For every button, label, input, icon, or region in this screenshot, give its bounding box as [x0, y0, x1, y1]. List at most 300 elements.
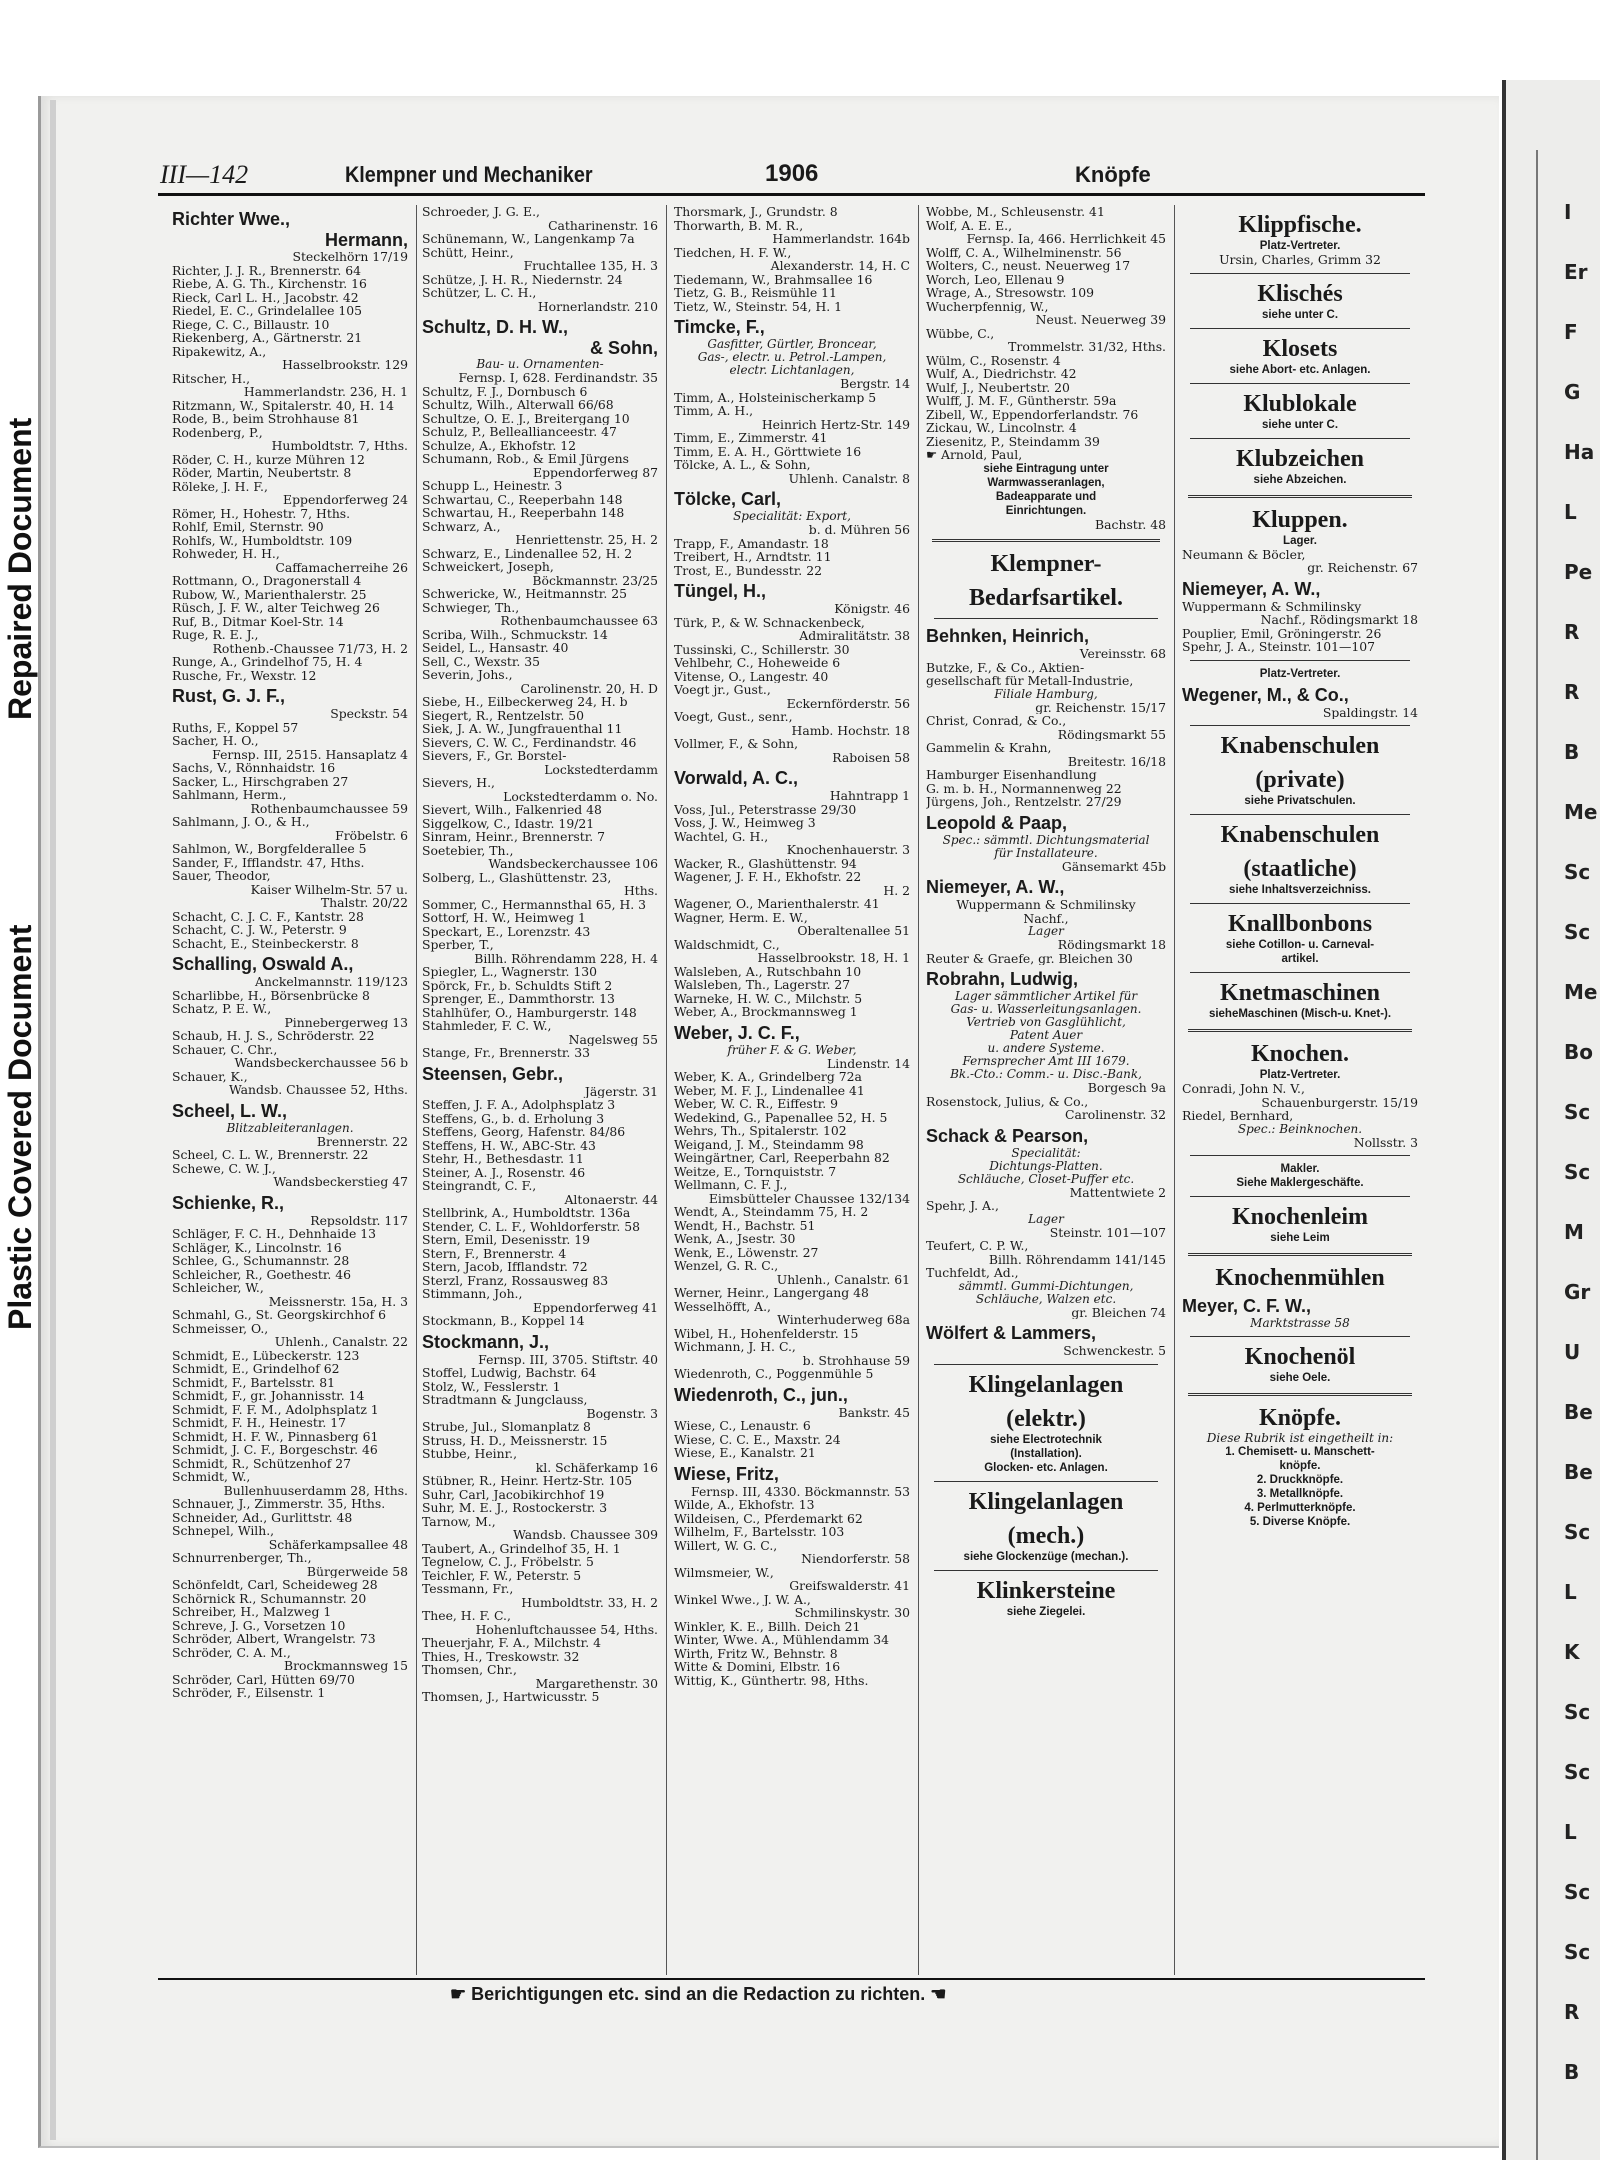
listing-entry: Uhlenh., Canalstr. 22	[274, 1335, 408, 1349]
listing-entry: Schläger, F. C. H., Dehnhaide 13	[172, 1227, 377, 1241]
listing-entry: Gammelin & Krahn,	[926, 741, 1052, 755]
pointing-hand-icon: ☚	[930, 1984, 947, 2004]
listing-entry: Wichmann, J. H. C.,	[674, 1340, 796, 1354]
listing-entry: Fernsp. Ia, 466. Herrlichkeit 45	[966, 232, 1166, 246]
listing-entry: Weber, A., Brockmannsweg 1	[674, 1005, 858, 1019]
listing-entry: Teichler, F. W., Peterstr. 5	[422, 1568, 582, 1582]
listing-entry: b. d. Mühren 56	[808, 523, 910, 537]
listing-entry: Greifswalderstr. 41	[789, 1579, 910, 1593]
listing-entry: Sommer, C., Hermannsthal 65, H. 3	[422, 897, 647, 911]
listing-entry: siehe Glockenzüge (mechan.).	[963, 1550, 1129, 1563]
listing-entry: Schütze, J. H. R., Niedernstr. 24	[422, 272, 623, 286]
listing-entry: Schröder, C. A. M.,	[172, 1645, 291, 1659]
listing-entry: Mattentwiete 2	[1069, 1185, 1166, 1199]
listing-entry: Steckelhörn 17/19	[292, 250, 408, 264]
listing-entry: Wiedenroth, C., Poggenmühle 5	[674, 1367, 874, 1381]
listing-entry: Wesselhöfft, A.,	[674, 1299, 771, 1313]
listing-entry: Waldschmidt, C.,	[674, 937, 780, 951]
listing-entry: Schwarz, A.,	[422, 519, 501, 533]
listing-entry: Schnurrenberger, Th.,	[172, 1551, 312, 1565]
listing-entry: Wildeisen, C., Pferdemarkt 62	[674, 1511, 863, 1525]
section-rule	[1188, 495, 1412, 498]
listing-entry: kl. Schäferkamp 16	[535, 1460, 658, 1474]
listing-entry: Schaub, H. J. S., Schröderstr. 22	[172, 1029, 375, 1043]
listing-entry: Rusche, Fr., Wexstr. 12	[172, 668, 317, 682]
listing-entry: siehe unter C.	[1261, 418, 1339, 431]
listing-entry: Wehrs, Th., Spitalerstr. 102	[674, 1124, 847, 1138]
listing-entry: Diese Rubrik ist eingetheilt in:	[1206, 1431, 1394, 1445]
section-rule	[1190, 328, 1410, 329]
category-heading: Knallbonbons	[1227, 911, 1373, 937]
listing-entry: Thee, H. F. C.,	[422, 1609, 511, 1623]
adjacent-page-fragment: Sc	[1564, 1160, 1591, 1184]
listing-entry: Sievers, H.,	[422, 776, 495, 790]
listing-entry: Stahmleder, F. C. W.,	[422, 1019, 552, 1033]
category-heading: (private)	[1255, 767, 1345, 793]
listing-entry: Ziesenitz, P., Steindamm 39	[926, 434, 1100, 448]
column-3	[674, 205, 910, 1975]
category-heading: Knabenschulen	[1220, 822, 1380, 848]
listing-entry: Oberaltenallee 51	[797, 924, 910, 938]
listing-entry: Wolters, C., neust. Neuerweg 17	[926, 259, 1131, 273]
listing-entry: Fernsp. III, 4330. Böckmannstr. 53	[691, 1484, 910, 1498]
listing-entry: Thomsen, J., Hartwicusstr. 5	[422, 1690, 600, 1704]
listing-entry: Bankstr. 45	[838, 1405, 910, 1419]
listing-entry: Spiegler, L., Wagnerstr. 130	[422, 965, 598, 979]
column-divider	[416, 205, 417, 1975]
listing-entry: Sacker, L., Hirschgraben 27	[172, 774, 349, 788]
listing-entry: Nachf., Rödingsmarkt 18	[1260, 613, 1418, 627]
listing-entry: Tarnow, M.,	[422, 1514, 496, 1528]
listing-entry: Röder, Martin, Neubertstr. 8	[172, 466, 352, 480]
listing-entry: Bk.-Cto.: Comm.- u. Disc.-Bank,	[950, 1067, 1142, 1081]
listing-entry: Rothenb.-Chaussee 71/73, H. 2	[212, 641, 408, 655]
section-rule	[932, 539, 1160, 542]
listing-entry: Hohenluftchaussee 54, Hths.	[475, 1622, 658, 1636]
listing-entry: Tessmann, Fr.,	[422, 1582, 514, 1596]
listing-entry: Rottmann, O., Dragonerstall 4	[172, 574, 362, 588]
listing-heading: Richter Wwe.,	[172, 209, 291, 229]
adjacent-page	[1502, 80, 1600, 2160]
listing-entry: Platz-Vertreter.	[1259, 667, 1341, 680]
listing-entry: Steffen, J. F. A., Adolphsplatz 3	[422, 1098, 616, 1112]
adjacent-page-fragment: Er	[1564, 260, 1588, 284]
section-title: Klempner und Mechaniker	[345, 162, 593, 187]
listing-entry: Schmidt, R., Schützenhof 27	[172, 1456, 351, 1470]
footer-note	[450, 1984, 946, 2005]
listing-entry: 1. Chemisett- u. Manschett-	[1225, 1446, 1375, 1458]
listing-entry: Spec.: sämmtl. Dichtungsmaterial	[942, 832, 1150, 847]
repaired-document-label: Repaired Document	[2, 417, 38, 720]
listing-entry: Schultz, F. J., Dornbusch 6	[422, 384, 588, 398]
listing-entry: Knochenhauerstr. 3	[786, 843, 910, 857]
listing-entry: Hasselbrookstr. 129	[282, 358, 408, 372]
listing-entry: Hornerlandstr. 210	[537, 299, 658, 313]
listing-entry: Siek, J. A. W., Jungfrauenthal 11	[422, 722, 623, 736]
listing-entry: Neumann & Böcler,	[1182, 547, 1306, 561]
category-heading: Klinkersteine	[976, 1577, 1116, 1604]
listing-entry: sämmtl. Gummi-Dichtungen,	[958, 1278, 1134, 1293]
listing-entry: b. Strohhause 59	[802, 1353, 910, 1367]
listing-entry: Lager	[1028, 924, 1064, 938]
listing-entry: Riege, C. C., Billaustr. 10	[172, 317, 330, 331]
listing-heading: Stockmann, J.,	[422, 1331, 550, 1352]
listing-entry: Jürgens, Joh., Rentzelstr. 27/29	[926, 795, 1122, 809]
listing-entry: Sell, C., Wexstr. 35	[422, 654, 541, 668]
listing-entry: Lindenstr. 14	[827, 1056, 910, 1070]
listing-entry: Humboldtstr. 7, Hths.	[271, 439, 408, 453]
listing-entry: Theuerjahr, F. A., Milchstr. 4	[422, 1636, 601, 1650]
listing-entry: Scheel, C. L. W., Brennerstr. 22	[172, 1148, 369, 1162]
column-1	[172, 205, 408, 1975]
listing-entry: Winterhuderweg 68a	[777, 1313, 910, 1327]
listing-entry: Königstr. 46	[834, 602, 910, 616]
listing-entry: Steffens, Georg, Hafenstr. 84/86	[422, 1125, 626, 1139]
listing-entry: Wandsb. Chaussee 52, Hths.	[229, 1083, 408, 1097]
listing-entry: knöpfe.	[1279, 1460, 1321, 1472]
listing-entry: Walsleben, A., Rutschbahn 10	[674, 964, 862, 978]
listing-entry: Stübner, R., Heinr. Hertz-Str. 105	[422, 1474, 633, 1488]
adjacent-page-fragment: L	[1564, 500, 1577, 524]
adjacent-page-fragment: B	[1564, 740, 1580, 764]
category-heading: Knochen.	[1250, 1041, 1349, 1067]
listing-entry: Schleicher, R., Goethestr. 46	[172, 1267, 352, 1281]
column-divider	[918, 205, 919, 1975]
listing-entry: Ursin, Charles, Grimm 32	[1219, 253, 1381, 267]
listing-entry: Fernsp. III, 3705. Stiftstr. 40	[478, 1352, 658, 1366]
listing-entry: Rubow, W., Marienthalerstr. 25	[172, 587, 367, 601]
listing-entry: Schläger, K., Lincolnstr. 16	[172, 1240, 342, 1254]
plastic-covered-label: Plastic Covered Document	[2, 924, 38, 1330]
listing-entry: Schacht, C. J. W., Peterstr. 9	[172, 923, 347, 937]
listing-entry: Steffens, G., b. d. Erholung 3	[422, 1111, 605, 1125]
listing-entry: Schwericke, W., Heitmannstr. 25	[422, 587, 627, 601]
listing-entry: Nollsstr. 3	[1353, 1135, 1418, 1149]
listing-entry: Sottorf, H. W., Heimweg 1	[422, 911, 586, 925]
listing-entry: Gas-, electr. u. Petrol.-Lampen,	[697, 350, 887, 364]
section-rule	[1190, 1336, 1410, 1337]
listing-entry: Scharlibbe, H., Börsenbrücke 8	[172, 988, 370, 1002]
listing-entry: Lockstedterdamm	[544, 762, 658, 776]
listing-entry: Schroeder, J. G. E.,	[422, 205, 540, 219]
listing-entry: Thies, H., Treskowstr. 32	[422, 1649, 580, 1663]
section-rule	[1190, 660, 1410, 661]
listing-entry: Tietz, G. B., Reismühle 11	[674, 286, 837, 300]
listing-entry: Vehlbehr, C., Hoheweide 6	[674, 656, 841, 670]
listing-entry: Stellbrink, A., Humboldtstr. 136a	[422, 1206, 631, 1220]
listing-entry: Stradtmann & Jungclauss,	[422, 1393, 588, 1407]
listing-entry: Stimmann, Joh.,	[422, 1287, 523, 1301]
listing-entry: Repsoldstr. 117	[310, 1213, 408, 1227]
listing-entry: Römer, H., Hohestr. 7, Hths.	[172, 506, 351, 520]
adjacent-page-fragment: M	[1564, 1220, 1584, 1244]
listing-entry: Schwartau, H., Reeperbahn 148	[422, 506, 625, 520]
listing-entry: Sahlmon, W., Borgfelderallee 5	[172, 842, 367, 856]
listing-entry: Riedel, Bernhard,	[1182, 1109, 1294, 1123]
listing-entry: Tiedemann, W., Brahmsallee 16	[674, 272, 873, 286]
adjacent-page-fragment: Be	[1564, 1400, 1593, 1424]
listing-entry: Spec.: Beinknochen.	[1237, 1121, 1363, 1136]
adjacent-page-fragment: R	[1564, 680, 1580, 704]
adjacent-page-fragment: L	[1564, 1580, 1577, 1604]
section-rule	[934, 1481, 1158, 1482]
listing-entry: Schweickert, Joseph,	[422, 560, 554, 574]
listing-entry: u. andere Systeme.	[987, 1041, 1105, 1055]
listing-entry: Schauer, K.,	[172, 1069, 248, 1083]
listing-entry: Niendorferstr. 58	[801, 1552, 910, 1566]
listing-entry: Zibell, W., Eppendorferlandstr. 76	[926, 407, 1139, 421]
listing-entry: siehe Cotillon- u. Carneval-	[1225, 939, 1375, 951]
listing-entry: Schulz, P., Belleallianceestr. 47	[422, 425, 617, 439]
section-rule	[1190, 903, 1410, 904]
listing-heading: Vorwald, A. C.,	[674, 768, 799, 788]
listing-heading: Leopold & Paap,	[926, 812, 1068, 833]
listing-entry: Ritscher, H.,	[172, 371, 251, 385]
listing-entry: Schatz, P. E. W.,	[172, 1002, 272, 1016]
listing-heading: & Sohn,	[590, 338, 658, 358]
listing-entry: Vertrieb von Gasglühlicht,	[966, 1015, 1126, 1029]
listing-entry: Anckelmannstr. 119/123	[254, 975, 408, 989]
listing-entry: Eppendorferweg 41	[533, 1300, 658, 1314]
listing-entry: Filiale Hamburg,	[994, 686, 1098, 701]
listing-entry: Trommelstr. 31/32, Hths.	[1008, 340, 1166, 354]
listing-entry: Raboisen 58	[832, 750, 910, 764]
listing-entry: Stange, Fr., Brennerstr. 33	[422, 1046, 591, 1060]
listing-entry: siehe Abort- etc. Anlagen.	[1229, 363, 1371, 376]
adjacent-page-fragment: Sc	[1564, 1880, 1591, 1904]
listing-entry: Tiedchen, H. F. W.,	[674, 245, 792, 259]
listing-entry: ☛ Arnold, Paul,	[926, 448, 1023, 462]
listing-entry: (Installation).	[1010, 1447, 1082, 1460]
column-divider	[666, 205, 667, 1975]
listing-entry: Thorsmark, J., Grundstr. 8	[674, 205, 838, 219]
listing-entry: Schwartau, C., Reeperbahn 148	[422, 492, 623, 506]
listing-entry: Röleke, J. H. F.,	[172, 479, 268, 493]
listing-heading: Timcke, F.,	[674, 317, 765, 337]
listing-entry: Stern, Jacob, Ifflandstr. 72	[422, 1260, 588, 1274]
listing-heading: Steensen, Gebr.,	[422, 1063, 564, 1084]
listing-entry: Jägerstr. 31	[584, 1084, 658, 1098]
listing-entry: Wachtel, G. H.,	[674, 829, 769, 843]
section-rule	[1188, 1029, 1412, 1032]
listing-entry: Warmwasseranlagen,	[987, 476, 1105, 489]
listing-entry: gr. Bleichen 74	[1071, 1305, 1166, 1319]
listing-entry: Stahlhüfer, O., Hamburgerstr. 148	[422, 1005, 637, 1019]
listing-entry: Wandsb. Chaussee 309	[513, 1528, 658, 1542]
listing-entry: Walsleben, Th., Lagerstr. 27	[674, 978, 851, 992]
listing-entry: Caffamacherreihe 26	[275, 560, 408, 574]
listing-entry: Wenk, A., Jsestr. 30	[674, 1232, 796, 1246]
pointing-hand-icon: ☛	[450, 1984, 472, 2004]
listing-entry: Brockmannsweg 15	[284, 1659, 408, 1673]
listing-entry: Lager sämmtlicher Artikel für	[954, 989, 1138, 1003]
section-rule	[1190, 1196, 1410, 1197]
listing-entry: Schnauer, J., Zimmerstr. 35, Hths.	[172, 1497, 386, 1511]
listing-entry: Sievers, C. W. C., Ferdinandstr. 46	[422, 735, 637, 749]
category-heading: Kluppen.	[1252, 506, 1348, 533]
listing-entry: Schwenckestr. 5	[1063, 1344, 1166, 1358]
year: 1906	[765, 160, 819, 187]
listing-entry: Vereinsstr. 68	[1079, 647, 1166, 661]
listing-entry: Eppendorferweg 24	[283, 493, 408, 507]
section-rule	[1188, 1253, 1412, 1256]
listing-entry: Wandsbeckerchaussee 106	[488, 857, 658, 871]
listing-entry: Patent Auer	[1009, 1028, 1083, 1042]
column-2	[422, 205, 658, 1975]
listing-entry: Treibert, H., Arndtstr. 11	[674, 550, 832, 564]
category-heading: Knetmaschinen	[1219, 980, 1380, 1006]
listing-entry: Seidel, L., Hansastr. 40	[422, 641, 569, 655]
listing-entry: Wilmsmeier, W.,	[674, 1565, 774, 1579]
listing-entry: Wuppermann & Schmilinsky	[1182, 599, 1362, 613]
listing-heading: Wölfert & Lammers,	[926, 1323, 1097, 1343]
listing-entry: Schmidt, E., Grindelhof 62	[172, 1362, 340, 1376]
listing-entry: Türk, P., & W. Schnackenbeck,	[674, 615, 865, 629]
listing-entry: Hasselbrookstr. 18, H. 1	[757, 951, 910, 965]
listing-entry: Timm, A. H.,	[674, 404, 754, 418]
listing-entry: Schlee, G., Schumannstr. 28	[172, 1254, 350, 1268]
listing-entry: Carolinenstr. 20, H. D	[520, 681, 658, 695]
listing-entry: Hamburger Eisenhandlung	[926, 768, 1097, 782]
listing-entry: Schmidt, F., Bartelsstr. 81	[172, 1375, 335, 1389]
listing-entry: Tuchfeldt, Ad.,	[926, 1266, 1019, 1280]
listing-entry: Catharinenstr. 16	[548, 218, 658, 232]
listing-entry: Stockmann, B., Koppel 14	[422, 1314, 585, 1328]
listing-entry: Weingärtner, Carl, Reeperbahn 82	[674, 1151, 890, 1165]
listing-entry: Stern, F., Brennerstr. 4	[422, 1246, 567, 1260]
listing-entry: siehe unter C.	[1261, 308, 1339, 321]
listing-entry: Weber, M. F. J., Lindenallee 41	[674, 1083, 865, 1097]
listing-entry: Schröder, Carl, Hütten 69/70	[172, 1672, 355, 1686]
adjacent-page-fragment: Sc	[1564, 860, 1591, 884]
listing-entry: Eckernförderstr. 56	[786, 696, 910, 710]
listing-entry: sieheMaschinen (Misch-u. Knet-).	[1208, 1008, 1392, 1020]
listing-entry: Weber, W. C. R., Eiffestr. 9	[674, 1097, 839, 1111]
category-heading: Knochenmühlen	[1215, 1265, 1385, 1291]
listing-entry: Schacht, E., Steinbeckerstr. 8	[172, 936, 359, 950]
listing-entry: Bogenstr. 3	[586, 1406, 658, 1420]
listing-entry: Warneke, H. W. C., Milchstr. 5	[674, 991, 863, 1005]
listing-entry: Pinnebergerweg 13	[284, 1015, 408, 1029]
listing-entry: Spehr, J. A., Steinstr. 101—107	[1182, 640, 1376, 654]
listing-entry: Schreiber, H., Malzweg 1	[172, 1605, 332, 1619]
category-heading: Knochenöl	[1244, 1344, 1356, 1370]
listing-heading: Wegener, M., & Co.,	[1182, 684, 1349, 705]
listing-entry: Wübbe, C.,	[926, 326, 995, 340]
listing-entry: Bachstr. 48	[1095, 517, 1166, 531]
listing-entry: Trapp, F., Amandastr. 18	[674, 536, 829, 550]
page-header	[160, 160, 1425, 188]
listing-entry: Sahlmann, J. O., & H.,	[172, 815, 310, 829]
listing-entry: Stehr, H., Bethesdastr. 11	[422, 1152, 584, 1166]
listing-entry: Siebe, H., Eilbeckerweg 24, H. b	[422, 695, 628, 709]
listing-entry: Riekenberg, A., Gärtnerstr. 21	[172, 331, 363, 345]
listing-entry: Stubbe, Heinr.,	[422, 1447, 518, 1461]
listing-entry: Billh. Röhrendamm 228, H. 4	[474, 951, 658, 965]
category-heading: (mech.)	[1007, 1522, 1085, 1549]
listing-entry: Wobbe, M., Schleusenstr. 41	[926, 205, 1105, 219]
listing-entry: Schmilinskystr. 30	[794, 1606, 910, 1620]
listing-entry: Neust. Neuerweg 39	[1035, 313, 1166, 327]
listing-heading: Schack & Pearson,	[926, 1125, 1089, 1146]
listing-entry: gr. Reichenstr. 15/17	[1035, 700, 1166, 714]
listing-entry: Weber, K. A., Grindelberg 72a	[674, 1070, 862, 1084]
section-rule	[934, 1570, 1158, 1571]
listing-entry: Tölcke, A. L., & Sohn,	[674, 458, 811, 472]
category-heading: Knabenschulen	[1220, 733, 1380, 759]
listing-entry: Specialität: Export,	[733, 509, 851, 523]
listing-entry: Wandsbeckerstieg 47	[273, 1175, 408, 1189]
listing-entry: Eppendorferweg 87	[533, 465, 658, 479]
listing-entry: Schultze, O. E. J., Breitergang 10	[422, 411, 630, 425]
page-edge	[50, 100, 56, 2140]
listing-entry: Sinram, Heinr., Brennerstr. 7	[422, 830, 606, 844]
listing-entry: Reuter & Graefe, gr. Bleichen 30	[926, 951, 1133, 965]
listing-entry: gesellschaft für Metall-Industrie,	[926, 674, 1134, 688]
listing-entry: Ruge, R. E. J.,	[172, 628, 259, 642]
listing-entry: Schmahl, G., St. Georgskirchhof 6	[172, 1308, 387, 1322]
adjacent-page-fragment: R	[1564, 620, 1580, 644]
section-rule	[1190, 1155, 1410, 1156]
listing-entry: Richter, J. J. R., Brennerstr. 64	[172, 263, 361, 277]
adjacent-page-fragment: Me	[1564, 980, 1598, 1004]
listing-entry: Solberg, L., Glashüttenstr. 23,	[422, 870, 612, 884]
listing-entry: Gänsemarkt 45b	[1061, 859, 1166, 873]
listing-entry: Wulf, A., Diedrichstr. 42	[926, 367, 1077, 381]
listing-entry: 2. Druckknöpfe.	[1256, 1474, 1344, 1486]
category-heading: (elektr.)	[1006, 1405, 1086, 1432]
listing-entry: Rothenbaumchaussee 59	[250, 801, 408, 815]
column-4	[926, 205, 1166, 1975]
header-rule	[158, 193, 1425, 196]
listing-entry: Schröder, Albert, Wrangelstr. 73	[172, 1632, 376, 1646]
listing-entry: Rohweder, H. H.,	[172, 547, 280, 561]
footer-rule	[158, 1978, 1425, 1980]
listing-entry: Thalstr. 20/22	[320, 896, 408, 910]
category-heading: (staatliche)	[1243, 856, 1357, 882]
listing-entry: Schönfeldt, Carl, Scheideweg 28	[172, 1578, 378, 1592]
listing-entry: siehe Abzeichen.	[1253, 473, 1347, 486]
listing-entry: Ruf, B., Ditmar Koel-Str. 14	[172, 614, 344, 628]
listing-entry: Weitze, E., Tornquiststr. 7	[674, 1164, 837, 1178]
listing-entry: Wenk, E., Löwenstr. 27	[674, 1245, 819, 1259]
listing-heading: Behnken, Heinrich,	[926, 626, 1090, 646]
listing-entry: Wenzel, G. R. C.,	[674, 1259, 779, 1273]
listing-heading: Niemeyer, A. W.,	[1182, 578, 1321, 599]
listing-entry: Billh. Röhrendamm 141/145	[988, 1252, 1166, 1266]
listing-entry: Schläuche, Walzen etc.	[975, 1291, 1117, 1306]
adjacent-page-fragment: Sc	[1564, 1100, 1591, 1124]
listing-entry: Humboldtstr. 33, H. 2	[521, 1595, 658, 1609]
listing-entry: Sachs, V., Rönnhaidstr. 16	[172, 761, 336, 775]
listing-entry: Meissnerstr. 15a, H. 3	[268, 1294, 408, 1308]
listing-entry: Tegnelow, C. J., Fröbelstr. 5	[422, 1555, 594, 1569]
listing-entry: Schmidt, J. C. F., Borgeschstr. 46	[172, 1443, 378, 1457]
listing-entry: Hammerlandstr. 164b	[772, 232, 910, 246]
section-rule	[934, 1364, 1158, 1365]
listing-entry: Breitestr. 16/18	[1067, 754, 1166, 768]
listing-heading: Schalling, Oswald A.,	[172, 954, 354, 974]
listing-entry: Riedel, E. C., Grindelallee 105	[172, 304, 363, 318]
listing-entry: Bürgerweide 58	[306, 1564, 408, 1578]
adjacent-page-fragment: I	[1564, 200, 1572, 224]
listing-entry: Stender, C. L. F., Wohldorferstr. 58	[422, 1219, 640, 1233]
listing-entry: Weigand, J. M., Steindamm 98	[674, 1137, 864, 1151]
listing-entry: Siehe Maklergeschäfte.	[1236, 1177, 1364, 1189]
adjacent-page-fragment: G	[1564, 380, 1581, 404]
listing-entry: Borgesch 9a	[1087, 1081, 1166, 1095]
listing-heading: Wiedenroth, C., jun.,	[674, 1384, 848, 1405]
